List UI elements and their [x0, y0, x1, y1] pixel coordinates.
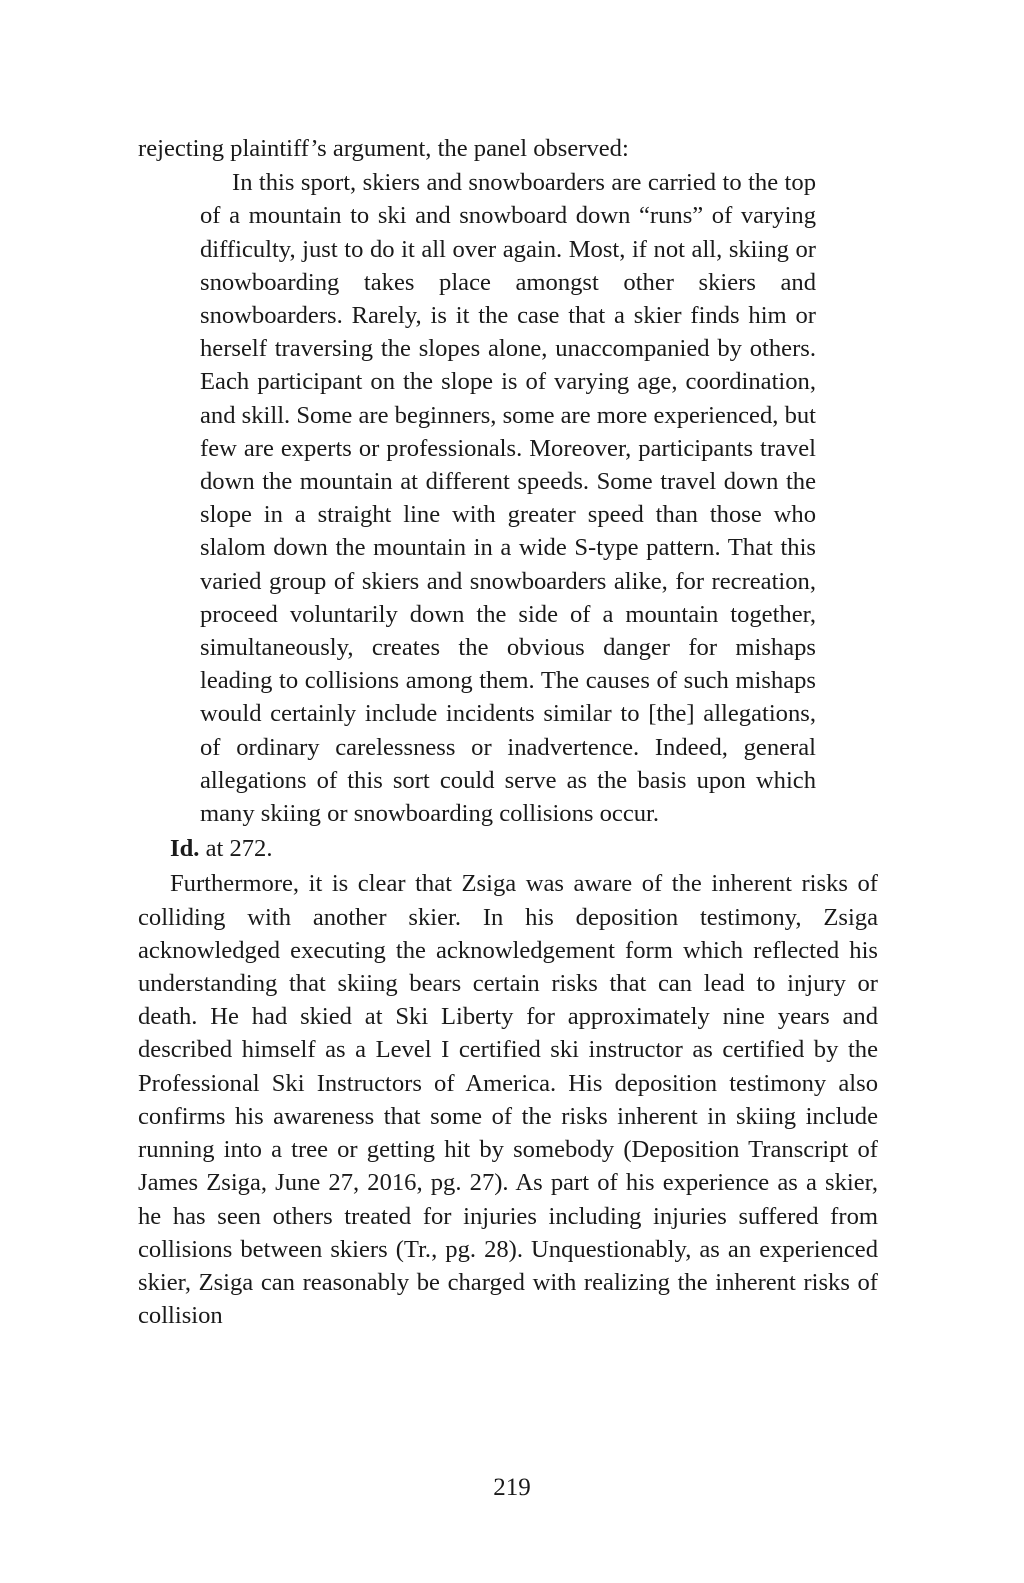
citation-id-label: Id. [170, 835, 200, 863]
block-quote: In this sport, skiers and snowboarders are carried to the top of a mountain to ski and snowboard down “runs” of varying difficulty, just to do it all over again. Most, if not all, skiing or snowboarding takes place amongst other skiers and snowboarders. Rarely, is it the case that a skier finds him or herself traversing the slopes alone, unaccompanied by others. Each participant on the slope is of varying age, coordination, and skill. Some are beginners, some are more experienced, but few are experts or professionals. Moreover, participants travel down the mountain at different speeds. Some travel down the slope in a straight line with greater speed than those who slalom down the mountain in a wide S-type pattern. That this varied group of skiers and snowboarders alike, for recreation, proceed voluntarily down the side of a mountain together, simultaneously, creates the obvious danger for mishaps leading to collisions among them. The causes of such mishaps would certainly include incidents similar to [the] allegations, of ordinary carelessness or inadvertence. Indeed, general allegations of this sort could serve as the basis upon which many skiing or snowboarding collisions occur. [200, 169, 816, 828]
intro-line: rejecting plaintiff’s argument, the panel observed: [138, 135, 629, 162]
citation [138, 832, 878, 865]
document-page [138, 132, 878, 1332]
citation-pin: at 272. [205, 835, 273, 863]
page-number: 219 [493, 1474, 531, 1501]
body-paragraph: Furthermore, it is clear that Zsiga was aware of the inherent risks of colliding with another skier. In his deposition testimony, Zsiga acknowledged executing the acknowledgement form which reflected his understanding that skiing bears certain risks that can lead to injury or death. He had skied at Ski Liberty for approximately nine years and described himself as a Level I certified ski instructor as certified by the Professional Ski Instructors of America. His deposition testimony also confirms his awareness that some of the risks inherent in skiing include running into a tree or getting hit by somebody (Deposition Transcript of James Zsiga, June 27, 2016, pg. 27). As part of his experience as a skier, he has seen others treated for injuries including injuries suffered from collisions between skiers (Tr., pg. 28). Unquestionably, as an experienced skier, Zsiga can reasonably be charged with realizing the inherent risks of collision [138, 870, 878, 1330]
